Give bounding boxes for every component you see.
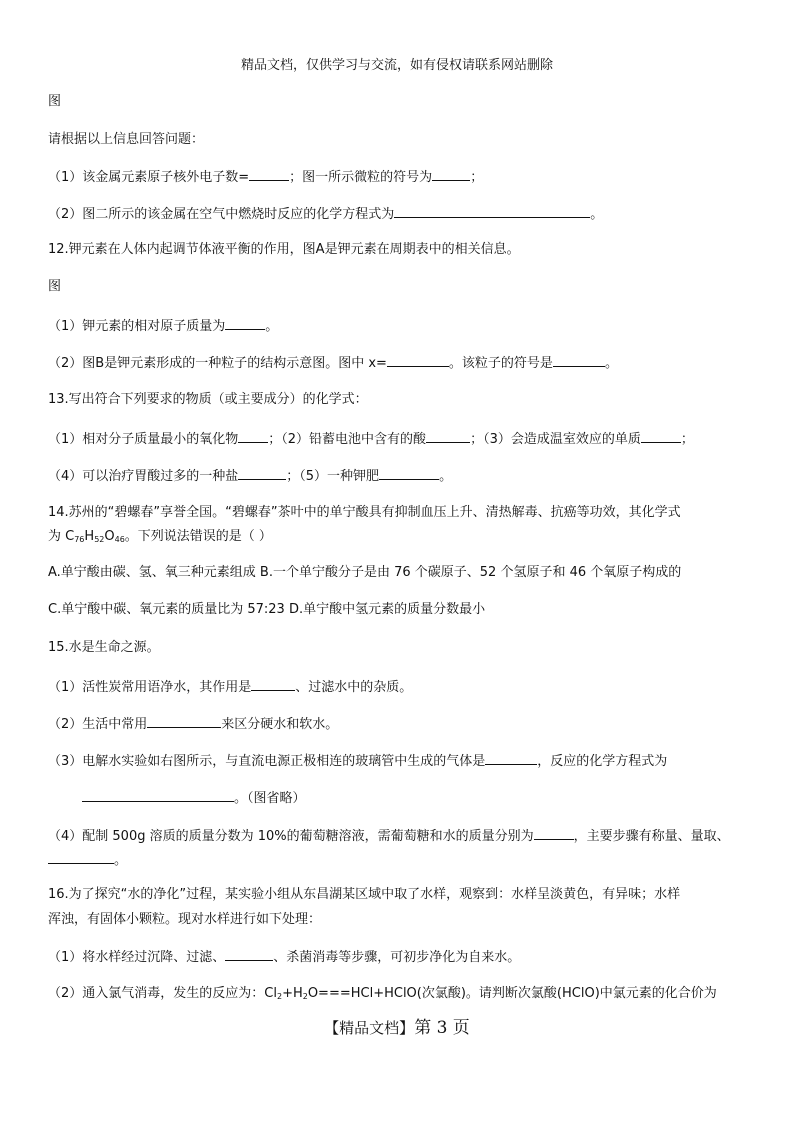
figure-placeholder: 图 <box>48 94 62 109</box>
question-intro: 请根据以上信息回答问题： <box>48 132 205 147</box>
q14-options-ab: A.单宁酸由碳、氢、氧三种元素组成 B.一个单宁酸分子是由 76 个碳原子、52 个氢原子和 46 个氧原子构成的 <box>48 565 682 580</box>
q15-part4: （4）配制 500g 溶质的质量分数为 10%的葡萄糖溶液，需葡萄糖和水的质量分别为 ，主要步骤有称量、量取、 <box>48 826 730 846</box>
q15-part4-cont: 。 <box>48 850 127 870</box>
q14-formula: 为 $C_{76}H_{52}O_{46}$。下列说法错误的是（ ） <box>48 529 272 544</box>
q11-part2: （2）图二所示的该金属在空气中燃烧时反应的化学方程式为 。 <box>48 204 603 224</box>
answer-blank[interactable] <box>249 167 289 181</box>
q15-part3: （3）电解水实验如右图所示，与直流电源正极相连的玻璃管中生成的气体是 ，反应的化学方程式为 <box>48 751 667 771</box>
answer-blank[interactable] <box>534 826 574 840</box>
q14-options-cd: C.单宁酸中碳、氧元素的质量比为 57:23 D.单宁酸中氢元素的质量分数最小 <box>48 602 486 617</box>
q16-stem: 16.为了探究“水的净化”过程，某实验小组从东昌湖某区域中取了水样，观察到：水样呈淡黄色，有异味；水样 <box>48 887 681 902</box>
answer-blank[interactable] <box>48 850 114 864</box>
q15-part2: （2）生活中常用 来区分硬水和软水。 <box>48 714 338 734</box>
answer-blank[interactable] <box>387 353 449 367</box>
answer-blank[interactable] <box>225 947 273 961</box>
answer-blank[interactable] <box>225 316 265 330</box>
q16-part2: （2）通入氯气消毒，发生的反应为：$Cl_2+H_2O===HCl+HClO$(次氯酸)。请判断次氯酸(HClO)中氯元素的化合价为 <box>48 986 717 1001</box>
q15-stem: 15.水是生命之源。 <box>48 640 160 655</box>
q13-stem: 13.写出符合下列要求的物质（或主要成分）的化学式： <box>48 392 368 407</box>
footer-label: 【精品文档】 <box>324 1019 415 1037</box>
answer-blank[interactable] <box>426 429 470 443</box>
answer-blank[interactable] <box>251 677 295 691</box>
page-number: 第 3 页 <box>414 1018 470 1038</box>
answer-blank[interactable] <box>394 204 590 218</box>
answer-blank[interactable] <box>432 167 470 181</box>
q12-part2: （2）图B是钾元素形成的一种粒子的结构示意图。图中 x= 。该粒子的符号是 。 <box>48 353 618 373</box>
figure-placeholder: 图 <box>48 279 62 294</box>
q16-stem-cont: 浑浊，有固体小颗粒。现对水样进行如下处理： <box>48 912 322 927</box>
answer-blank[interactable] <box>379 466 439 480</box>
q14-stem: 14.苏州的“碧螺春”享誉全国。“碧螺春”茶叶中的单宁酸具有抑制血压上升、清热解毒、抗癌等功效，其化学式 <box>48 505 681 520</box>
q12-stem: 12.钾元素在人体内起调节体液平衡的作用，图A是钾元素在周期表中的相关信息。 <box>48 242 520 257</box>
q13-parts-1-3: （1）相对分子质量最小的氧化物 ；（2）铅蓄电池中含有的酸 ；（3）会造成温室效应的单质 ； <box>48 429 694 449</box>
q12-part1: （1）钾元素的相对原子质量为 。 <box>48 316 278 336</box>
page-header: 精品文档，仅供学习与交流，如有侵权请联系网站删除 <box>240 58 553 73</box>
answer-blank[interactable] <box>641 429 681 443</box>
answer-blank[interactable] <box>238 466 286 480</box>
q15-part3-cont: 。（图省略） <box>82 788 306 808</box>
answer-blank[interactable] <box>485 751 537 765</box>
answer-blank[interactable] <box>147 714 221 728</box>
answer-blank[interactable] <box>553 353 605 367</box>
q13-parts-4-5: （4）可以治疗胃酸过多的一种盐 ；（5）一种钾肥 。 <box>48 466 452 486</box>
answer-blank[interactable] <box>238 429 268 443</box>
q15-part1: （1）活性炭常用语净水，其作用是 、过滤水中的杂质。 <box>48 677 412 697</box>
q16-part1: （1）将水样经过沉降、过滤、 、杀菌消毒等步骤，可初步净化为自来水。 <box>48 947 520 967</box>
page-footer <box>0 1017 794 1039</box>
q11-part1: （1）该金属元素原子核外电子数= ；图一所示微粒的符号为 ； <box>48 167 483 187</box>
answer-blank[interactable] <box>82 788 234 802</box>
